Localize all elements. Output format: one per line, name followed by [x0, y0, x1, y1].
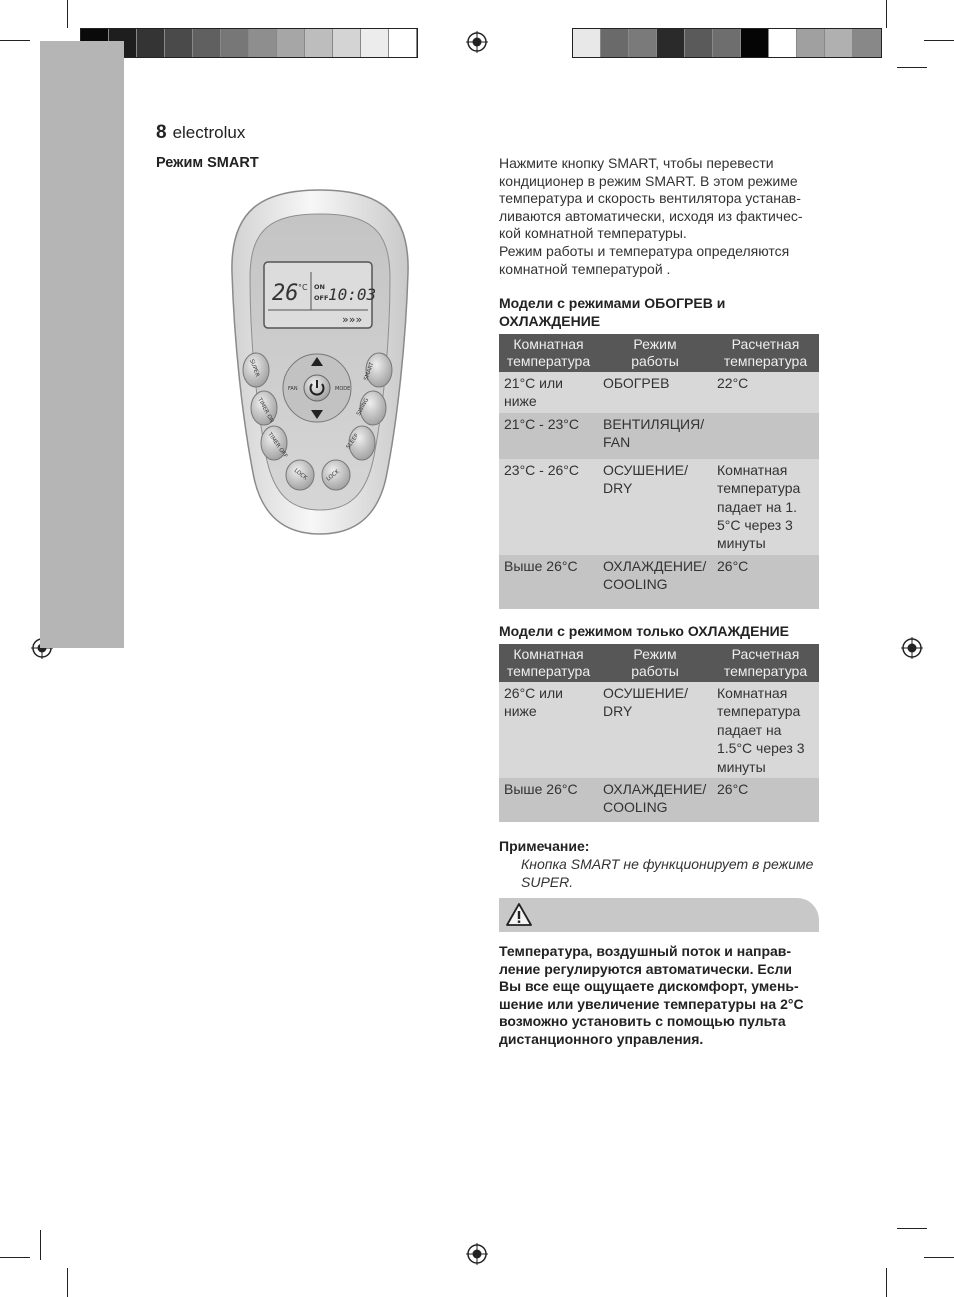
- lcd-off-label: OFF: [314, 294, 329, 302]
- color-swatch: [305, 29, 333, 57]
- cell-line: температура: [717, 703, 801, 720]
- remote-button-label: LOCK: [292, 467, 309, 482]
- cell-line: 26°C: [717, 557, 749, 574]
- cell-line: FAN: [603, 434, 631, 451]
- table-cell: [499, 459, 598, 555]
- color-swatch: [221, 29, 249, 57]
- remote-control-illustration: [228, 188, 412, 538]
- warning-bar: [499, 898, 819, 932]
- column-header: [499, 334, 598, 372]
- remote-button-label: FAN: [288, 386, 298, 392]
- table-row: [499, 778, 819, 822]
- header-line: Расчетная: [731, 646, 800, 662]
- color-swatch: [193, 29, 221, 57]
- warning-line: Температура, воздушный поток и направ-: [499, 943, 792, 959]
- lcd-unit: °C: [298, 283, 308, 292]
- cell-line: 26°C или: [504, 685, 563, 701]
- heat-cool-table: [499, 334, 819, 609]
- cell-line: Выше 26°C: [504, 781, 578, 798]
- intro-line: Режим работы и температура определяются: [499, 242, 790, 259]
- table-row: [499, 413, 819, 459]
- cell-line: 22°C: [717, 375, 749, 391]
- brand-name: electrolux: [172, 123, 246, 142]
- table-cell: [499, 682, 598, 778]
- column-header: [598, 644, 712, 682]
- note-line: SUPER.: [521, 874, 574, 890]
- color-swatch: [853, 29, 881, 57]
- table2-title: Модели с режимом только ОХЛАЖДЕНИЕ: [499, 623, 789, 639]
- cell-line: 21°C или: [504, 375, 563, 391]
- intro-line: температура и скорость вентилятора устанав-: [499, 190, 801, 207]
- table-cell: [499, 413, 598, 459]
- page-header: [156, 122, 245, 144]
- warning-line: ление регулируются автоматически. Если: [499, 960, 792, 977]
- table-cell: [712, 555, 819, 609]
- cell-line: ВЕНТИЛЯЦИЯ/: [603, 415, 705, 432]
- cell-line: DRY: [603, 480, 633, 497]
- color-swatch: [713, 29, 741, 57]
- table-cell: [598, 682, 712, 778]
- remote-button-label: SLEEP: [345, 433, 361, 451]
- cell-line: ниже: [504, 703, 537, 720]
- table-cell: [598, 459, 712, 555]
- cell-line: Комнатная: [717, 685, 788, 701]
- color-swatch: [797, 29, 825, 57]
- cell-line: падает на: [717, 721, 782, 738]
- table-cell: [598, 778, 712, 822]
- cell-line: ОХЛАЖДЕНИЕ/: [603, 557, 707, 574]
- table-cell: [712, 778, 819, 822]
- cell-line: ниже: [504, 393, 537, 410]
- header-line: Расчетная: [731, 336, 800, 352]
- table-header-row: [499, 334, 819, 372]
- cell-line: Комнатная: [717, 461, 788, 478]
- header-line: температура: [506, 663, 591, 679]
- cell-line: COOLING: [603, 576, 668, 593]
- section-title: Режим SMART: [156, 155, 259, 171]
- table-cell: [499, 372, 598, 413]
- column-header: [598, 334, 712, 372]
- table1-title-line: Модели с режимами ОБОГРЕВ и: [499, 295, 726, 311]
- color-swatch: [249, 29, 277, 57]
- table-cell: [499, 778, 598, 822]
- color-swatch: [629, 29, 657, 57]
- cell-line: падает на 1.: [717, 498, 798, 515]
- table-cell: [712, 413, 819, 459]
- color-swatch: [825, 29, 853, 57]
- side-band: [40, 41, 124, 648]
- color-swatch: [685, 29, 713, 57]
- cool-only-table: [499, 644, 819, 822]
- color-swatch: [333, 29, 361, 57]
- color-swatch: [601, 29, 629, 57]
- cell-line: минуты: [717, 535, 766, 552]
- fan-speed-icon: »»»: [342, 313, 363, 326]
- cell-line: ОСУШЕНИЕ/: [603, 685, 688, 701]
- header-line: температура: [723, 663, 808, 679]
- column-header: [712, 644, 819, 682]
- cell-line: ОСУШЕНИЕ/: [603, 461, 688, 478]
- color-bar-left: [80, 28, 418, 58]
- color-swatch: [741, 29, 769, 57]
- page-number: 8: [156, 122, 167, 143]
- intro-paragraph: [499, 155, 819, 278]
- color-swatch: [277, 29, 305, 57]
- table-row: [499, 459, 819, 555]
- column-header: [712, 334, 819, 372]
- color-swatch: [389, 29, 417, 57]
- cell-line: COOLING: [603, 799, 668, 816]
- table-cell: [712, 459, 819, 555]
- lcd-on-label: ON: [314, 283, 325, 291]
- table1-title: [499, 295, 725, 330]
- cell-line: 26°C: [717, 781, 749, 798]
- color-swatch: [361, 29, 389, 57]
- header-line: Режим: [633, 646, 677, 662]
- table-row: [499, 555, 819, 609]
- header-line: Комнатная: [513, 336, 584, 352]
- column-header: [499, 644, 598, 682]
- header-line: работы: [631, 663, 679, 679]
- table-row: [499, 682, 819, 778]
- intro-line: кой комнатной температуры.: [499, 225, 687, 242]
- cell-line: 23°C - 26°C: [504, 461, 580, 478]
- warning-text: [499, 943, 819, 1049]
- color-swatch: [657, 29, 685, 57]
- header-line: температура: [723, 353, 808, 369]
- remote-button-label: SMART: [363, 361, 376, 382]
- cell-line: 5°C через 3: [717, 517, 793, 534]
- registration-mark-right: [901, 637, 923, 659]
- warning-line: дистанционного управления.: [499, 1030, 704, 1047]
- remote-button-label: SUPER: [248, 358, 260, 378]
- remote-button-label: TIMER OFF: [266, 431, 289, 460]
- header-line: Комнатная: [513, 646, 584, 662]
- table-cell: [598, 555, 712, 609]
- cell-line: температура: [717, 480, 801, 497]
- table-cell: [598, 413, 712, 459]
- cell-line: ОХЛАЖДЕНИЕ/: [603, 781, 707, 798]
- registration-mark-top: [466, 31, 488, 53]
- warning-icon: [505, 902, 533, 927]
- color-swatch: [769, 29, 797, 57]
- color-swatch: [165, 29, 193, 57]
- note-text: [521, 855, 813, 891]
- table-header-row: [499, 644, 819, 682]
- note-label: Примечание:: [499, 838, 590, 854]
- intro-line: комнатной температурой .: [499, 260, 671, 277]
- remote-button-label: LOCK: [325, 468, 341, 483]
- color-swatch: [137, 29, 165, 57]
- table1-title-line: ОХЛАЖДЕНИЕ: [499, 312, 601, 329]
- table-cell: [712, 682, 819, 778]
- color-swatch: [573, 29, 601, 57]
- cell-line: 21°C - 23°C: [504, 415, 580, 432]
- header-line: температура: [506, 353, 591, 369]
- warning-line: возможно установить с помощью пульта: [499, 1013, 786, 1030]
- table-cell: [712, 372, 819, 413]
- table-cell: [499, 555, 598, 609]
- header-line: Режим: [633, 336, 677, 352]
- cell-line: ОБОГРЕВ: [603, 375, 670, 391]
- lcd-temperature: 26: [272, 281, 299, 306]
- header-line: работы: [631, 353, 679, 369]
- warning-line: шение или увеличение температуры на 2°C: [499, 995, 804, 1012]
- warning-line: Вы все еще ощущаете дискомфорт, умень-: [499, 978, 799, 995]
- table-cell: [598, 372, 712, 413]
- lcd-time: 10:03: [328, 285, 377, 304]
- remote-button-label: TIMER ON: [256, 397, 275, 424]
- intro-line: кондиционер в режим SMART. В этом режиме: [499, 172, 798, 189]
- cell-line: DRY: [603, 703, 633, 720]
- remote-button-label: SWING: [356, 397, 371, 417]
- cell-line: Выше 26°C: [504, 557, 578, 574]
- registration-mark-bottom: [466, 1243, 488, 1265]
- remote-button-label: MODE: [335, 386, 351, 392]
- note-line: Кнопка SMART не функционирует в режиме: [521, 856, 814, 872]
- cell-line: 1.5°C через 3: [717, 740, 805, 757]
- cell-line: минуты: [717, 758, 766, 775]
- intro-line: ливаются автоматически, исходя из фактичес-: [499, 207, 803, 224]
- table-row: [499, 372, 819, 413]
- color-bar-right: [572, 28, 882, 58]
- intro-line: Нажмите кнопку SMART, чтобы перевести: [499, 155, 774, 171]
